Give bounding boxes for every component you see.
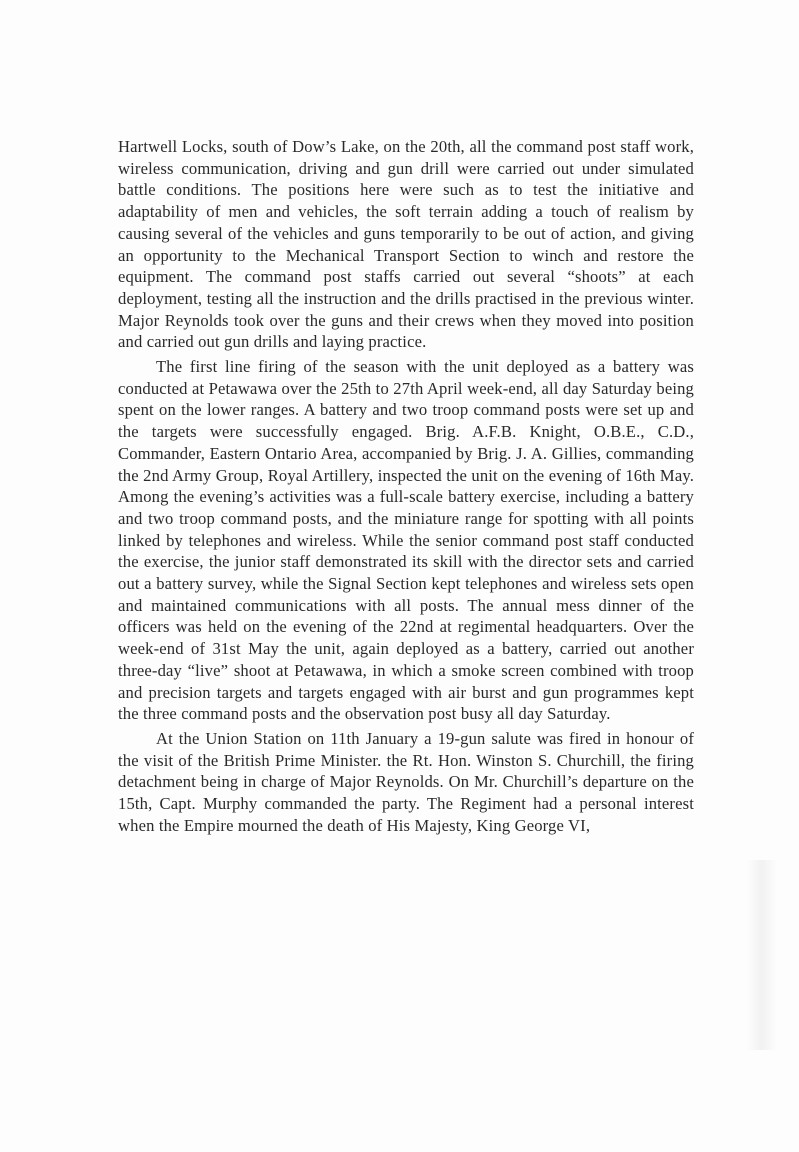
body-text: [118, 136, 694, 837]
paragraph-first-line-firing: The first line firing of the season with the unit deployed as a battery was conducted at Petawawa over the 25th to 27th April week-end, all day Saturday being spent on the lower ranges. A battery and two troop command posts were set up and the targets were successfully engaged. Brig. A.F.B. Knight, O.B.E., C.D., Commander, Eastern Ontario Area, accompanied by Brig. J. A. Gillies, commanding the 2nd Army Group, Royal Artillery, inspected the unit on the evening of 16th May. Among the evening’s activities was a full-scale battery exercise, including a battery and two troop command posts, and the miniature range for spotting with all points linked by telephones and wireless. While the senior command post staff conducted the exercise, the junior staff demonstrated its skill with the director sets and carried out a battery survey, while the Signal Section kept telephones and wireless sets open and maintained communications with all posts. The annual mess dinner of the officers was held on the evening of the 22nd at regimental headquarters. Over the week-end of 31st May the unit, again deployed as a battery, carried out another three-day “live” shoot at Petawawa, in which a smoke screen combined with troop and precision targets and targets engaged with air burst and gun programmes kept the three command posts and the observation post busy all day Saturday.: [118, 357, 694, 724]
paragraph-union-station-salute: At the Union Station on 11th January a 19-gun salute was fired in honour of the visit of the British Prime Minister. the Rt. Hon. Winston S. Churchill, the firing detachment being in charge of Major Reynolds. On Mr. Churchill’s departure on the 15th, Capt. Murphy commanded the party. The Regiment had a personal interest when the Empire mourned the death of His Majesty, King George VI,: [118, 728, 694, 835]
paragraph-continuation: Hartwell Locks, south of Dow’s Lake, on the 20th, all the command post staff work, wireless communication, driving and gun drill were carried out under simulated battle conditions. The positions here were such as to test the initiative and adaptability of men and vehicles, the soft terrain adding a touch of realism by causing several of the vehicles and guns temporarily to be out of action, and giving an opportunity to the Mechanical Transport Section to winch and restore the equipment. The command post staffs carried out several “shoots” at each deployment, testing all the instruction and the drills practised in the previous winter. Major Reynolds took over the guns and their crews when they moved into position and carried out gun drills and laying practice.: [118, 137, 694, 352]
scan-shadow: [747, 860, 777, 1050]
